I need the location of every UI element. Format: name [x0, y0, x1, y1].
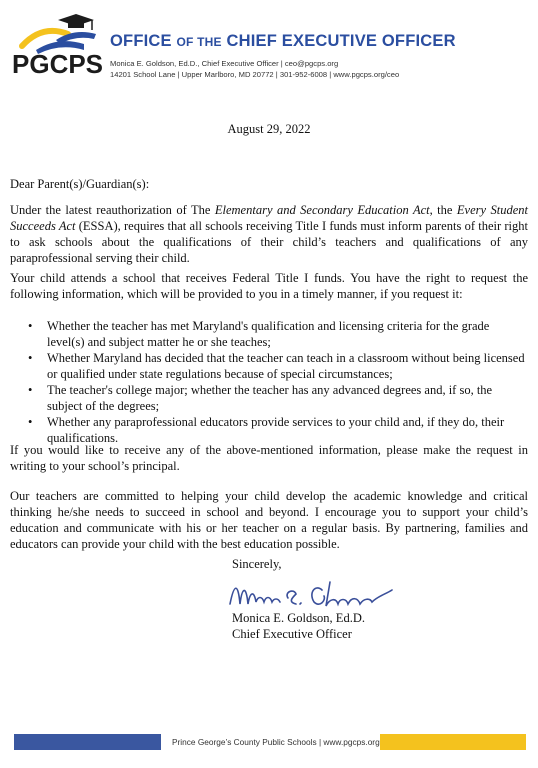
list-item-text: Whether any paraprofessional educators provide services to your child and, if they do, their qualifications.: [47, 415, 505, 445]
paragraph-essa: [10, 202, 528, 266]
list-item-text: Whether the teacher has met Maryland's qualification and licensing criteria for the grade level(s) and subject matter he or she teaches;: [47, 319, 490, 349]
office-title-rest: CHIEF EXECUTIVE OFFICER: [226, 32, 456, 50]
list-item: [10, 382, 528, 414]
office-contact-line-1: Monica E. Goldson, Ed.D., Chief Executive Officer | ceo@pgcps.org: [110, 59, 339, 68]
p1-text-b: , the: [429, 203, 457, 217]
bullet-icon: •: [28, 383, 33, 397]
signer-block: [232, 610, 365, 642]
logo-text: PGCPS: [12, 49, 104, 79]
list-item: [10, 318, 528, 350]
footer-bar-right: [380, 734, 526, 750]
p1-italic-esea: Elementary and Secondary Education Act: [214, 203, 430, 217]
p1-italic-essa: Every Student Succeeds Act: [10, 203, 528, 233]
list-item-text: Whether Maryland has decided that the teacher can teach in a classroom without being licensed or qualified under state regulations because of special circumstances;: [47, 351, 525, 381]
footer-bar-left: [14, 734, 161, 750]
letter-date: August 29, 2022: [227, 122, 311, 136]
office-title: [110, 32, 456, 51]
footer-text: Prince George’s County Public Schools | www.pgcps.org: [172, 737, 380, 747]
paragraph-title-i: Your child attends a school that receives Federal Title I funds. You have the right to request the following information, which will be provided to you in a timely manner, if you request it:: [10, 271, 528, 301]
closing: Sincerely,: [232, 557, 282, 571]
p1-text-a: Under the latest reauthorization of The: [10, 203, 215, 217]
bullet-icon: •: [28, 319, 33, 333]
office-title-prefix: OFFICE: [110, 32, 172, 50]
list-item: [10, 350, 528, 382]
paragraph-commitment: Our teachers are committed to helping your child develop the academic knowledge and critical thinking he/she needs to succeed in school and beyond. I encourage you to support your child’s education and communicate with his or her teacher on a regular basis. By partnering, families and educators can provide your child with the best education possible.: [10, 489, 528, 551]
paragraph-request: If you would like to receive any of the above-mentioned information, please make the request in writing to your school’s principal.: [10, 443, 528, 473]
letterhead: [10, 8, 530, 80]
signer-name: Monica E. Goldson, Ed.D.: [232, 611, 365, 625]
office-contact-line-2: 14201 School Lane | Upper Marlboro, MD 20772 | 301-952-6008 | www.pgcps.org/ceo: [110, 70, 400, 79]
rights-list: [10, 318, 528, 446]
bullet-icon: •: [28, 351, 33, 365]
signer-title: Chief Executive Officer: [232, 627, 352, 641]
bullet-icon: •: [28, 415, 33, 429]
salutation: Dear Parent(s)/Guardian(s):: [10, 177, 150, 191]
p1-text-c: (ESSA), requires that all schools receiving Title I funds must inform parents of their right to ask schools about the qualifications of their child’s teachers and qualifications of any paraprofessional serving their child.: [10, 219, 528, 265]
list-item-text: The teacher's college major; whether the teacher has any advanced degrees and, if so, the subject of the degrees;: [47, 383, 493, 413]
office-title-of: OF THE: [176, 35, 222, 49]
